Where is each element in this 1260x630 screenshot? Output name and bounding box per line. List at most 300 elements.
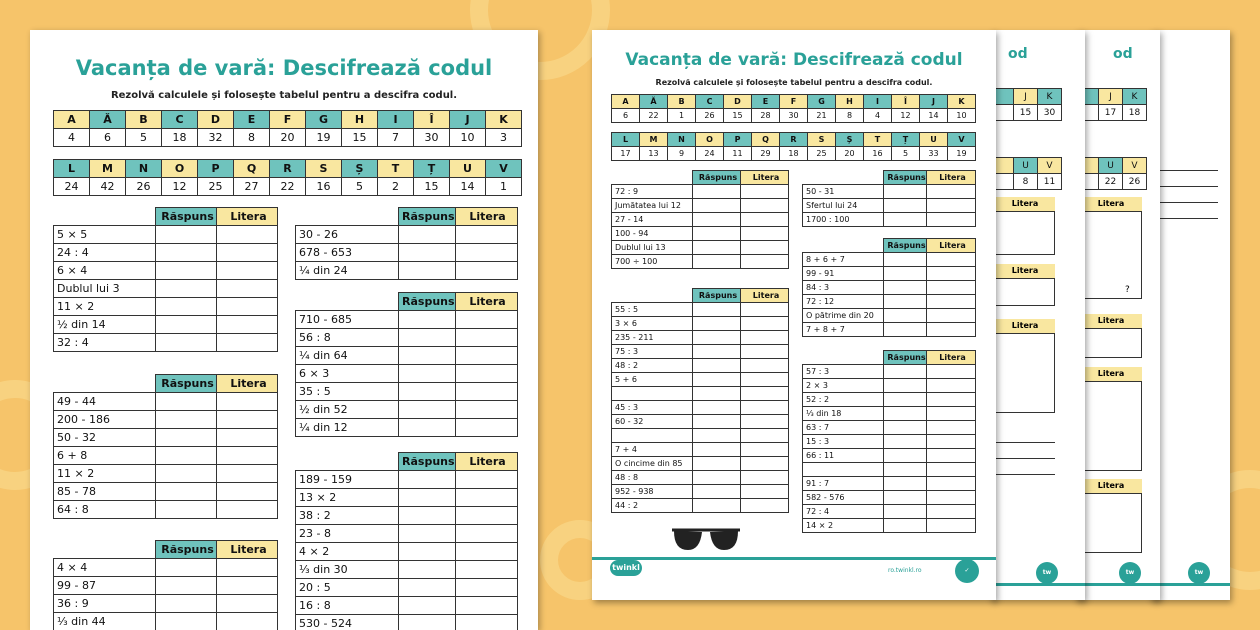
calculation: 72 : 9 — [612, 185, 693, 199]
letter-cell[interactable] — [741, 303, 789, 317]
letter-cell[interactable] — [217, 595, 278, 613]
key-number: 22 — [1099, 174, 1123, 190]
key-letter: R — [780, 133, 808, 147]
letter-cell[interactable] — [927, 505, 976, 519]
letter-cell[interactable] — [217, 501, 278, 519]
key-number: 22 — [270, 178, 306, 196]
table-row — [54, 411, 278, 429]
letter-header: Litera — [217, 375, 278, 393]
answer-cell[interactable] — [884, 407, 927, 421]
litera-header: Litera — [995, 197, 1055, 211]
answer-cell[interactable] — [693, 457, 741, 471]
key-number: 7 — [378, 129, 414, 147]
blank-cell — [296, 453, 399, 471]
key-number: 15 — [414, 178, 450, 196]
calculation: 38 : 2 — [296, 507, 399, 525]
calculation: 13 × 2 — [296, 489, 399, 507]
key-number: 14 — [450, 178, 486, 196]
key-letter: Î — [414, 111, 450, 129]
letter-cell[interactable] — [741, 471, 789, 485]
letter-cell[interactable] — [927, 393, 976, 407]
blank-cell — [803, 239, 884, 253]
answer-cell[interactable] — [693, 255, 741, 269]
letter-cell[interactable] — [927, 253, 976, 267]
page-title: Vacanța de vară: Descifrează codul — [75, 56, 493, 80]
calculation: 84 : 3 — [803, 281, 884, 295]
worksheet-page-left — [30, 30, 538, 630]
answer-cell[interactable] — [884, 199, 927, 213]
calculation: 72 : 12 — [803, 295, 884, 309]
answer-cell[interactable] — [156, 262, 217, 280]
calculation: Dublul lui 3 — [54, 280, 156, 298]
blank-cell — [612, 171, 693, 185]
key-letter: V — [486, 160, 522, 178]
key-letter: A — [54, 111, 90, 129]
letter-cell[interactable] — [455, 419, 517, 437]
letter-cell[interactable] — [927, 491, 976, 505]
letter-cell[interactable] — [455, 226, 517, 244]
answer-cell[interactable] — [884, 463, 927, 477]
answer-cell[interactable] — [156, 483, 217, 501]
letter-cell[interactable] — [927, 323, 976, 337]
answer-cell[interactable] — [884, 505, 927, 519]
calculation: Jumătatea lui 12 — [612, 199, 693, 213]
table-row — [803, 379, 976, 393]
answer-cell[interactable] — [399, 543, 456, 561]
page-title: Vacanța de vară: Descifrează codul — [625, 50, 963, 70]
table-row — [612, 415, 789, 429]
calculation: 36 : 9 — [54, 595, 156, 613]
letter-cell[interactable] — [217, 429, 278, 447]
answer-cell[interactable] — [693, 485, 741, 499]
key-number: 20 — [836, 147, 864, 161]
answer-cell[interactable] — [693, 359, 741, 373]
table-row — [803, 435, 976, 449]
table-row — [803, 267, 976, 281]
answer-cell[interactable] — [156, 244, 217, 262]
key-letter: G — [306, 111, 342, 129]
letter-cell[interactable] — [927, 449, 976, 463]
answer-cell[interactable] — [693, 415, 741, 429]
letter-cell[interactable] — [217, 280, 278, 298]
answer-table — [295, 207, 518, 280]
table-row — [296, 419, 518, 437]
letter-cell[interactable] — [741, 485, 789, 499]
calculation: 14 × 2 — [803, 519, 884, 533]
key-number: 30 — [414, 129, 450, 147]
key-letter: N — [668, 133, 696, 147]
letter-cell[interactable] — [927, 519, 976, 533]
calculation: 48 : 8 — [612, 471, 693, 485]
key-number: 22 — [640, 109, 668, 123]
answer-cell[interactable] — [399, 471, 456, 489]
table-row — [803, 393, 976, 407]
calculation: 710 - 685 — [296, 311, 399, 329]
table-row — [296, 561, 518, 579]
letter-cell[interactable] — [455, 561, 517, 579]
calculation: 60 - 32 — [612, 415, 693, 429]
table-row — [54, 393, 278, 411]
table-row — [803, 253, 976, 267]
answer-cell[interactable] — [693, 303, 741, 317]
key-letter: J — [920, 95, 948, 109]
table-row — [296, 489, 518, 507]
footer-url[interactable]: ro.twinkl.ro — [888, 567, 922, 574]
letter-cell[interactable] — [217, 393, 278, 411]
footer-line — [1075, 583, 1160, 586]
answer-cell[interactable] — [884, 449, 927, 463]
letter-cell[interactable] — [927, 463, 976, 477]
letter-cell[interactable] — [741, 387, 789, 401]
answer-cell[interactable] — [693, 317, 741, 331]
key-number: 1 — [668, 109, 696, 123]
answer-cell[interactable] — [156, 226, 217, 244]
letter-cell[interactable] — [741, 373, 789, 387]
blank-cell — [54, 375, 156, 393]
table-row — [296, 471, 518, 489]
calculation: 35 : 5 — [296, 383, 399, 401]
answer-cell[interactable] — [884, 309, 927, 323]
answer-cell[interactable] — [399, 262, 456, 280]
key-letter: U — [1014, 158, 1038, 174]
answer-cell[interactable] — [884, 253, 927, 267]
answer-cell[interactable] — [693, 429, 741, 443]
answer-cell[interactable] — [156, 447, 217, 465]
answer-cell[interactable] — [399, 419, 456, 437]
answer-cell[interactable] — [156, 577, 217, 595]
answer-cell[interactable] — [884, 365, 927, 379]
table-row — [54, 429, 278, 447]
key-letter: V — [1123, 158, 1147, 174]
calculation: 582 - 576 — [803, 491, 884, 505]
table-row — [54, 613, 278, 630]
answer-table — [611, 170, 789, 269]
key-letter: R — [270, 160, 306, 178]
letter-cell[interactable] — [741, 429, 789, 443]
answer-cell[interactable] — [693, 331, 741, 345]
answer-cell[interactable] — [156, 298, 217, 316]
answer-cell[interactable] — [693, 387, 741, 401]
twinkl-logo-icon: tw — [1119, 562, 1141, 584]
table-row — [803, 505, 976, 519]
letter-cell[interactable] — [455, 401, 517, 419]
key-letter: V — [948, 133, 976, 147]
calculation: 30 - 26 — [296, 226, 399, 244]
answer-cell[interactable] — [156, 429, 217, 447]
blank-cell — [803, 171, 884, 185]
calculation: 11 × 2 — [54, 298, 156, 316]
letter-cell[interactable] — [741, 199, 789, 213]
letter-cell[interactable] — [217, 447, 278, 465]
key-number: 10 — [450, 129, 486, 147]
answer-table — [611, 288, 789, 513]
letter-cell[interactable] — [741, 359, 789, 373]
letter-cell[interactable] — [455, 365, 517, 383]
answer-cell[interactable] — [693, 471, 741, 485]
letter-cell[interactable] — [455, 347, 517, 365]
answer-cell[interactable] — [399, 347, 456, 365]
answer-cell[interactable] — [399, 489, 456, 507]
letter-cell[interactable] — [455, 489, 517, 507]
letter-cell[interactable] — [741, 457, 789, 471]
key-number: 32 — [198, 129, 234, 147]
key-letter: U — [1099, 158, 1123, 174]
letter-cell[interactable] — [741, 331, 789, 345]
key-letter: I — [864, 95, 892, 109]
answer-cell[interactable] — [884, 435, 927, 449]
key-number: 16 — [306, 178, 342, 196]
answer-cell[interactable] — [399, 226, 456, 244]
answer-cell[interactable] — [156, 280, 217, 298]
table-row — [803, 185, 976, 199]
key-number: 2 — [378, 178, 414, 196]
answer-cell[interactable] — [399, 329, 456, 347]
answer-cell[interactable] — [156, 334, 217, 352]
answer-cell[interactable] — [884, 281, 927, 295]
blank-cell — [612, 289, 693, 303]
letter-cell[interactable] — [927, 213, 976, 227]
answer-cell[interactable] — [399, 401, 456, 419]
answer-cell[interactable] — [884, 295, 927, 309]
answer-cell[interactable] — [399, 507, 456, 525]
answer-cell[interactable] — [884, 477, 927, 491]
letter-cell[interactable] — [455, 244, 517, 262]
answer-cell[interactable] — [884, 379, 927, 393]
calculation: 2 × 3 — [803, 379, 884, 393]
table-row — [803, 323, 976, 337]
letter-cell[interactable] — [455, 597, 517, 615]
calculation: 50 - 31 — [803, 185, 884, 199]
answer-cell[interactable] — [884, 393, 927, 407]
answer-cell[interactable] — [399, 383, 456, 401]
answer-cell[interactable] — [399, 597, 456, 615]
answer-cell[interactable] — [693, 227, 741, 241]
answer-cell[interactable] — [693, 185, 741, 199]
letter-cell[interactable] — [741, 241, 789, 255]
table-row — [803, 365, 976, 379]
calculation — [803, 463, 884, 477]
key-letter: Ș — [836, 133, 864, 147]
letter-cell[interactable] — [217, 465, 278, 483]
answer-cell[interactable] — [156, 316, 217, 334]
letter-cell[interactable] — [741, 255, 789, 269]
letter-cell[interactable] — [455, 543, 517, 561]
table-row — [803, 213, 976, 227]
litera-header: Litera — [1080, 314, 1142, 328]
answer-cell[interactable] — [693, 199, 741, 213]
letter-cell[interactable] — [455, 507, 517, 525]
answer-cell[interactable] — [693, 401, 741, 415]
key-letter: L — [612, 133, 640, 147]
letter-cell[interactable] — [217, 577, 278, 595]
key-number: 29 — [752, 147, 780, 161]
letter-cell[interactable] — [927, 435, 976, 449]
answer-cell[interactable] — [156, 411, 217, 429]
answer-cell[interactable] — [156, 559, 217, 577]
key-number: 30 — [1038, 105, 1062, 121]
answer-cell[interactable] — [884, 519, 927, 533]
letter-cell[interactable] — [455, 471, 517, 489]
letter-cell[interactable] — [455, 262, 517, 280]
worksheet-page-right — [592, 30, 996, 600]
key-number: 1 — [486, 178, 522, 196]
letter-cell[interactable] — [217, 262, 278, 280]
key-number: 10 — [948, 109, 976, 123]
key-letter: J — [1099, 89, 1123, 105]
key-number: 15 — [342, 129, 378, 147]
answer-cell[interactable] — [884, 323, 927, 337]
answer-cell[interactable] — [693, 443, 741, 457]
key-number: 42 — [90, 178, 126, 196]
answer-cell[interactable] — [693, 241, 741, 255]
key-letter: F — [780, 95, 808, 109]
letter-cell[interactable] — [927, 199, 976, 213]
letter-header: Litera — [741, 289, 789, 303]
calculation: 952 - 938 — [612, 485, 693, 499]
answer-cell[interactable] — [399, 561, 456, 579]
letter-cell[interactable] — [217, 316, 278, 334]
code-key-table-1 — [53, 110, 522, 147]
answer-cell[interactable] — [693, 345, 741, 359]
answer-cell[interactable] — [884, 491, 927, 505]
letter-cell[interactable] — [217, 613, 278, 630]
key-number: 4 — [864, 109, 892, 123]
calculation — [612, 387, 693, 401]
answer-header: Răspuns — [399, 293, 456, 311]
answer-table — [53, 374, 278, 519]
letter-cell[interactable] — [217, 244, 278, 262]
letter-cell[interactable] — [217, 411, 278, 429]
code-key-fragment — [995, 157, 1062, 190]
answer-cell[interactable] — [156, 595, 217, 613]
letter-cell[interactable] — [927, 407, 976, 421]
answer-cell[interactable] — [693, 499, 741, 513]
answer-cell[interactable] — [399, 365, 456, 383]
table-row — [612, 241, 789, 255]
key-letter: Î — [892, 95, 920, 109]
letter-cell[interactable] — [927, 309, 976, 323]
letter-cell[interactable] — [217, 483, 278, 501]
answer-cell[interactable] — [156, 465, 217, 483]
worksheet-page-2 — [990, 30, 1085, 600]
letter-cell[interactable] — [455, 525, 517, 543]
letter-cell[interactable] — [927, 477, 976, 491]
key-letter: Ă — [90, 111, 126, 129]
key-letter: H — [342, 111, 378, 129]
answer-cell[interactable] — [156, 613, 217, 630]
letter-cell[interactable] — [741, 185, 789, 199]
twinkl-logo-icon: tw — [1036, 562, 1058, 584]
answer-cell[interactable] — [884, 421, 927, 435]
letter-header: Litera — [741, 171, 789, 185]
calculation: 52 : 2 — [803, 393, 884, 407]
key-letter: Ă — [640, 95, 668, 109]
calculation: O pătrime din 20 — [803, 309, 884, 323]
answer-cell[interactable] — [884, 267, 927, 281]
table-row — [296, 311, 518, 329]
key-number: 25 — [808, 147, 836, 161]
calculation: 3 × 6 — [612, 317, 693, 331]
code-key-fragment — [1080, 157, 1147, 190]
code-key-table-2 — [611, 132, 976, 161]
key-number: 16 — [864, 147, 892, 161]
letter-cell[interactable] — [217, 334, 278, 352]
page-subtitle: Rezolvă calculele și folosește tabelul pentru a descifra codul. — [110, 90, 458, 101]
letter-cell[interactable] — [455, 383, 517, 401]
letter-cell[interactable] — [927, 379, 976, 393]
calculation: 5 + 6 — [612, 373, 693, 387]
letter-cell[interactable] — [741, 317, 789, 331]
twinkl-logo-icon: tw — [1188, 562, 1210, 584]
letter-cell[interactable] — [217, 298, 278, 316]
answer-cell[interactable] — [399, 244, 456, 262]
table-row — [612, 359, 789, 373]
letter-cell[interactable] — [741, 415, 789, 429]
letter-cell[interactable] — [741, 499, 789, 513]
letter-cell[interactable] — [741, 443, 789, 457]
answer-cell[interactable] — [399, 579, 456, 597]
key-number: 18 — [1123, 105, 1147, 121]
letter-cell[interactable] — [741, 345, 789, 359]
letter-cell[interactable] — [927, 421, 976, 435]
letter-cell[interactable] — [927, 295, 976, 309]
letter-cell[interactable] — [455, 311, 517, 329]
letter-header: Litera — [455, 293, 517, 311]
key-letter: Q — [234, 160, 270, 178]
letter-cell[interactable] — [455, 615, 517, 630]
letter-cell[interactable] — [741, 213, 789, 227]
table-row — [54, 316, 278, 334]
letter-cell[interactable] — [927, 281, 976, 295]
calculation: 91 : 7 — [803, 477, 884, 491]
answer-header: Răspuns — [399, 453, 456, 471]
letter-cell[interactable] — [927, 365, 976, 379]
code-key-fragment — [1080, 88, 1147, 121]
table-row — [612, 499, 789, 513]
key-letter: J — [1014, 89, 1038, 105]
key-letter: O — [696, 133, 724, 147]
table-row — [54, 483, 278, 501]
letter-cell[interactable] — [455, 329, 517, 347]
answer-cell[interactable] — [399, 525, 456, 543]
table-row — [803, 519, 976, 533]
calculation: Sfertul lui 24 — [803, 199, 884, 213]
answer-cell[interactable] — [693, 373, 741, 387]
key-number: 24 — [54, 178, 90, 196]
letter-cell[interactable] — [217, 559, 278, 577]
answer-cell[interactable] — [884, 213, 927, 227]
blank-cell — [296, 208, 399, 226]
answer-cell[interactable] — [156, 393, 217, 411]
table-row — [54, 334, 278, 352]
key-letter: V — [1038, 158, 1062, 174]
letter-cell[interactable] — [217, 226, 278, 244]
answer-cell[interactable] — [693, 213, 741, 227]
letter-cell[interactable] — [741, 227, 789, 241]
answer-cell[interactable] — [884, 185, 927, 199]
calculation — [612, 429, 693, 443]
answer-cell[interactable] — [399, 615, 456, 630]
answer-cell[interactable] — [399, 311, 456, 329]
letter-cell[interactable] — [741, 401, 789, 415]
letter-cell[interactable] — [927, 267, 976, 281]
table-row — [296, 262, 518, 280]
key-number: 19 — [306, 129, 342, 147]
letter-cell[interactable] — [927, 185, 976, 199]
answer-cell[interactable] — [156, 501, 217, 519]
letter-cell[interactable] — [455, 579, 517, 597]
litera-header: Litera — [1080, 197, 1142, 211]
